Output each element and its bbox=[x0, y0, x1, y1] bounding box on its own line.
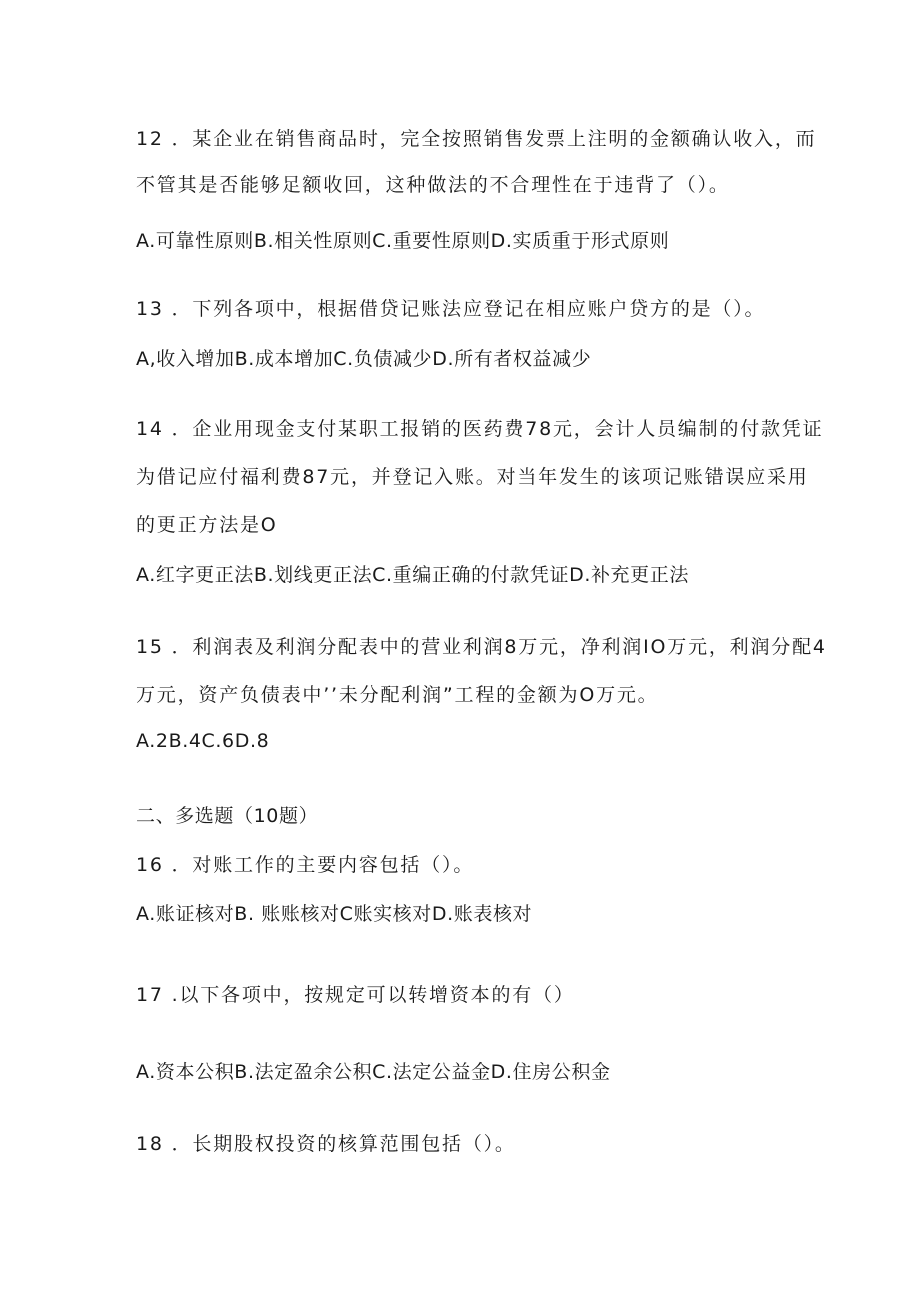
question-14-line-3: 的更正方法是O bbox=[136, 514, 278, 536]
question-18-text: 18 ．长期股权投资的核算范围包括（）。 bbox=[136, 1133, 516, 1155]
question-17-options: A.资本公积B.法定盈余公积C.法定公益金D.住房公积金 bbox=[136, 1061, 611, 1083]
question-15-line-1: 15 ．利润表及利润分配表中的营业利润8万元，净利润IO万元，利润分配4 bbox=[136, 636, 827, 658]
question-15-options: A.2B.4C.6D.8 bbox=[136, 730, 270, 752]
question-12-line-1: 12 ．某企业在销售商品时，完全按照销售发票上注明的金额确认收入，而 bbox=[136, 128, 817, 150]
section-heading: 二、多选题（10题） bbox=[136, 805, 319, 827]
question-12-line-2: 不管其是否能够足额收回，这种做法的不合理性在于违背了（）。 bbox=[136, 174, 730, 196]
question-13-options: A,收入增加B.成本增加C.负债减少D.所有者权益减少 bbox=[136, 348, 592, 370]
question-12-options: A.可靠性原则B.相关性原则C.重要性原则D.实质重于形式原则 bbox=[136, 230, 670, 252]
question-17-text: 17 .以下各项中，按规定可以转增资本的有（） bbox=[136, 984, 575, 1006]
question-13-text: 13 ．下列各项中，根据借贷记账法应登记在相应账户贷方的是（）。 bbox=[136, 298, 766, 320]
question-16-options: A.账证核对B. 账账核对C账实核对D.账表核对 bbox=[136, 903, 533, 925]
question-14-line-1: 14 ．企业用现金支付某职工报销的医药费78元，会计人员编制的付款凭证 bbox=[136, 418, 824, 440]
question-14-line-2: 为借记应付福利费87元，并登记入账。对当年发生的该项记账错误应采用 bbox=[136, 466, 809, 488]
question-14-options: A.红字更正法B.划线更正法C.重编正确的付款凭证D.补充更正法 bbox=[136, 564, 689, 586]
question-16-text: 16 ．对账工作的主要内容包括（）。 bbox=[136, 854, 475, 876]
question-15-line-2: 万元，资产负债表中’’未分配利润”工程的金额为O万元。 bbox=[136, 684, 659, 706]
